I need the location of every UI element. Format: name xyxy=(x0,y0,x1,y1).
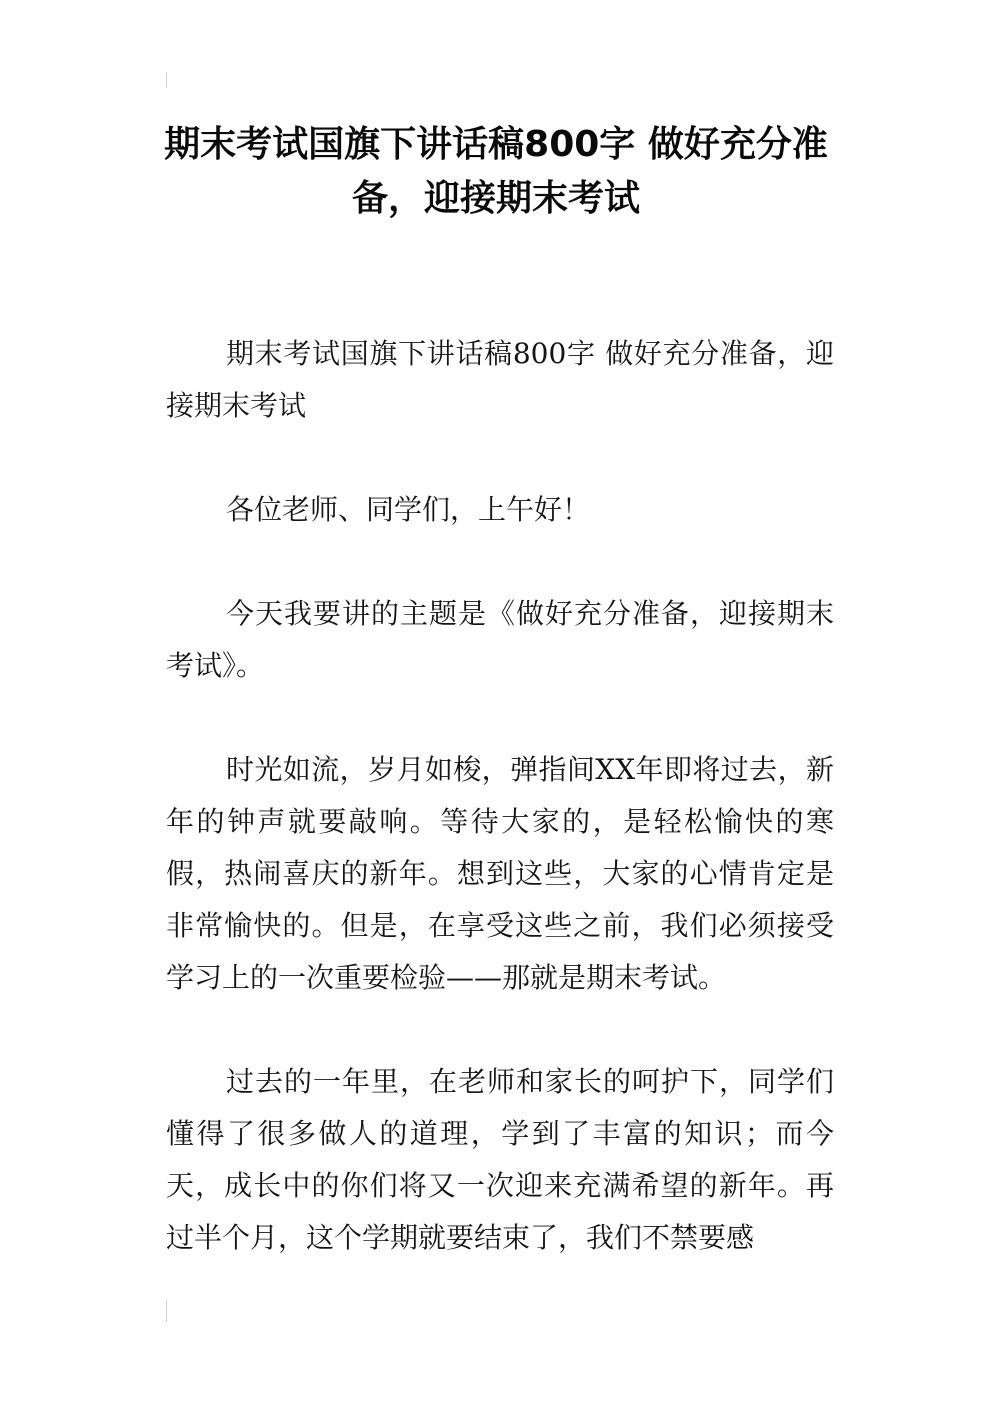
page-corner-mark-bottom xyxy=(166,1300,167,1322)
paragraph-past-year: 过去的一年里，在老师和家长的呵护下，同学们懂得了很多做人的道理，学到了丰富的知识；而今天，成长中的你们将又一次迎来充满希望的新年。再过半个月，这个学期就要结束了，我们不禁要感 xyxy=(166,1065,834,1254)
paragraph-topic: 今天我要讲的主题是《做好充分准备，迎接期末考试》。 xyxy=(166,597,834,682)
document-body xyxy=(166,328,834,1316)
paragraph-greeting: 各位老师、同学们，上午好！ xyxy=(226,493,591,526)
document-title: 期末考试国旗下讲话稿800字 做好充分准备，迎接期末考试 xyxy=(164,124,828,219)
page-corner-mark-top xyxy=(166,72,167,88)
paragraph-time-passing: 时光如流，岁月如梭，弹指间XX年即将过去，新年的钟声就要敲响。等待大家的，是轻松愉快的寒假，热闹喜庆的新年。想到这些，大家的心情肯定是非常愉快的。但是，在享受这些之前，我们必须接受学习上的一次重要检验——那就是期末考试。 xyxy=(166,753,834,994)
paragraph-heading-repeat: 期末考试国旗下讲话稿800字 做好充分准备，迎接期末考试 xyxy=(166,337,834,422)
